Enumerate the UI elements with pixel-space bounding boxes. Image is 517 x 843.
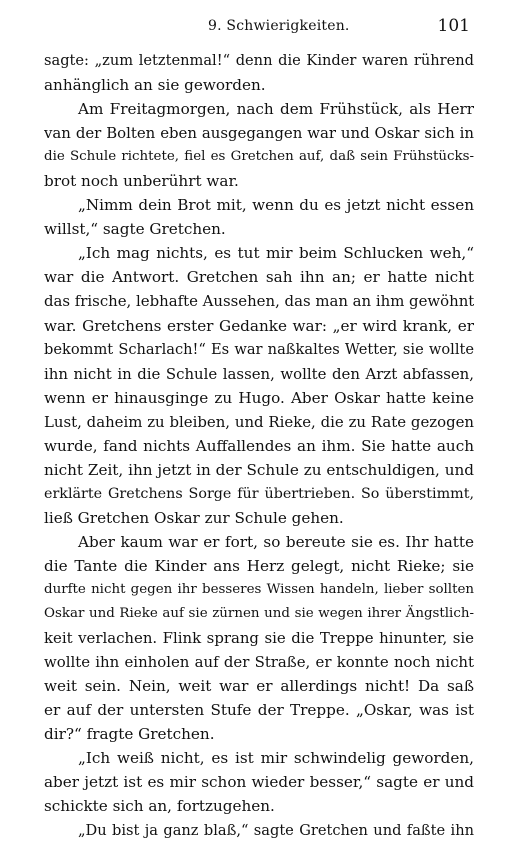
text-line: willst,“ sagte Gretchen. <box>44 220 226 239</box>
text-line: die Tante die Kinder ans Herz gelegt, nicht Rieke; sie <box>44 556 474 575</box>
text-line: ihn nicht in die Schule lassen, wollte den Arzt abfassen, <box>44 364 474 383</box>
text-line: wenn er hinausginge zu Hugo. Aber Oskar hatte keine <box>44 388 474 407</box>
text-line: die Schule richtete, fiel es Gretchen auf, daß sein Frühstücks- <box>44 149 474 165</box>
text-line: wollte ihn einholen auf der Straße, er konnte noch nicht <box>44 653 474 672</box>
page-number: 101 <box>437 16 470 36</box>
text-line: weit sein. Nein, weit war er allerdings nicht! Da saß <box>44 677 474 696</box>
text-line: dir?“ fragte Gretchen. <box>44 725 215 744</box>
text-line: brot noch unberührt war. <box>44 172 239 191</box>
body-text <box>44 49 474 843</box>
text-line: sagte: „zum letztenmal!“ denn die Kinder waren rührend <box>44 52 474 69</box>
text-line: erklärte Gretchens Sorge für übertrieben. So überstimmt, <box>44 485 474 502</box>
text-line: schickte sich an, fortzugehen. <box>44 797 275 816</box>
text-line: Lust, daheim zu bleiben, und Rieke, die zu Rate gezogen <box>44 412 474 431</box>
text-line: „Nimm dein Brot mit, wenn du es jetzt nicht essen <box>78 196 474 215</box>
text-line: wurde, fand nichts Auffallendes an ihm. Sie hatte auch <box>44 436 474 455</box>
text-line: van der Bolten eben ausgegangen war und Oskar sich in <box>44 124 474 143</box>
text-line: Am Freitagmorgen, nach dem Frühstück, als Herr <box>78 100 474 119</box>
running-header <box>50 16 470 38</box>
text-line: ließ Gretchen Oskar zur Schule gehen. <box>44 508 344 527</box>
text-line: keit verlachen. Flink sprang sie die Treppe hinunter, sie <box>44 629 474 648</box>
text-line: „Ich weiß nicht, es ist mir schwindelig geworden, <box>78 749 474 768</box>
text-line: das frische, lebhafte Aussehen, das man an ihm gewöhnt <box>44 292 474 311</box>
text-line: war die Antwort. Gretchen sah ihn an; er hatte nicht <box>44 268 474 287</box>
text-line: „Du bist ja ganz blaß,“ sagte Gretchen und faßte ihn <box>78 821 474 839</box>
text-line: anhänglich an sie geworden. <box>44 76 266 95</box>
text-line: war. Gretchens erster Gedanke war: „er wird krank, er <box>44 316 474 335</box>
text-line: aber jetzt ist es mir schon wieder besser,“ sagte er und <box>44 773 474 792</box>
text-line: Aber kaum war er fort, so bereute sie es. Ihr hatte <box>78 532 474 551</box>
chapter-title: 9. Schwierigkeiten. <box>208 18 350 34</box>
text-line: „Ich mag nichts, es tut mir beim Schlucken weh,“ <box>78 244 474 263</box>
text-line: Oskar und Rieke auf sie zürnen und sie wegen ihrer Ängstlich- <box>44 606 474 622</box>
text-line: bekommt Scharlach!“ Es war naßkaltes Wetter, sie wollte <box>44 340 474 358</box>
text-line: durfte nicht gegen ihr besseres Wissen handeln, lieber sollten <box>44 582 474 598</box>
text-line: er auf der untersten Stufe der Treppe. „Oskar, was ist <box>44 701 474 720</box>
text-line: nicht Zeit, ihn jetzt in der Schule zu entschuldigen, und <box>44 460 474 479</box>
